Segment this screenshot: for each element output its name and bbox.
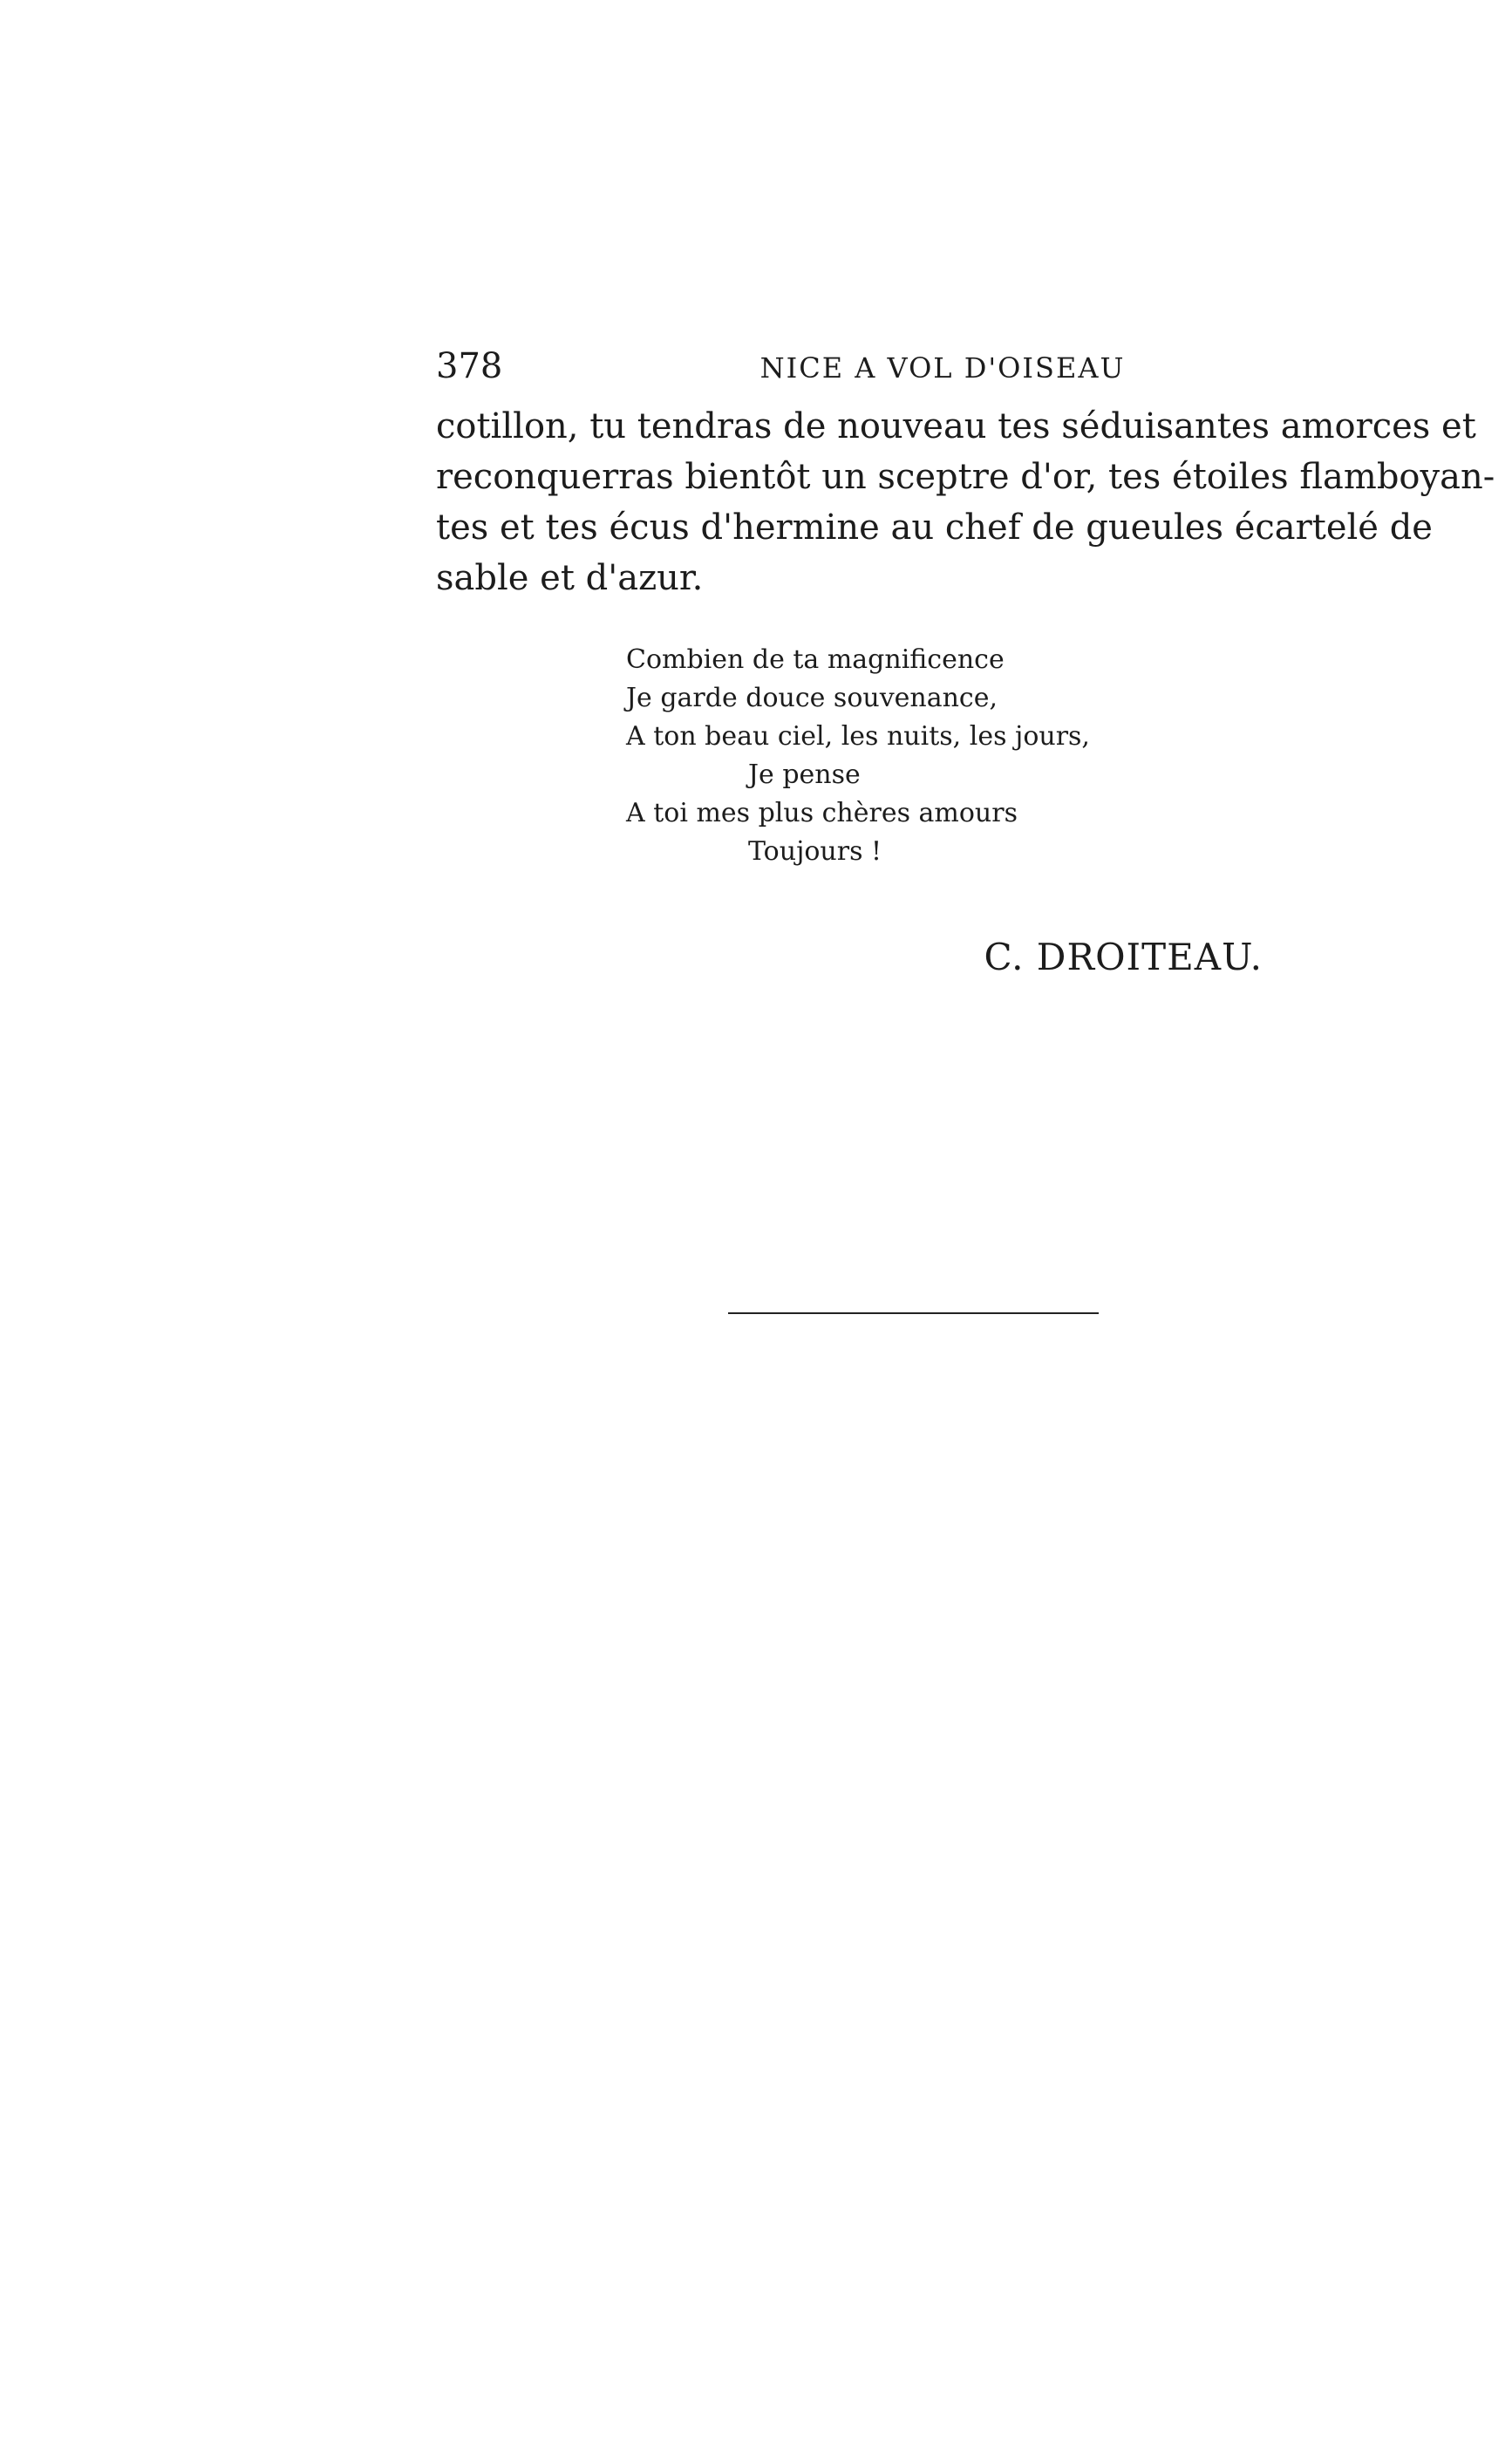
body-line: reconquerras bientôt un sceptre d'or, tes étoiles flamboyan- (436, 457, 1495, 497)
poem-verse: A ton beau ciel, les nuits, les jours, (626, 721, 1090, 752)
running-title: NICE A VOL D'OISEAU (759, 351, 1126, 385)
poem-verse: Je pense (748, 759, 861, 790)
poem-verse: Combien de ta magnificence (626, 644, 1005, 675)
body-line: sable et d'azur. (436, 558, 704, 598)
running-header (436, 344, 1362, 397)
body-line: cotillon, tu tendras de nouveau tes séduisantes amorces et (436, 406, 1476, 446)
author-signature: C. DROITEAU. (984, 936, 1263, 978)
page-number: 378 (436, 346, 503, 386)
poem-verse: Je garde douce souvenance, (626, 683, 998, 713)
body-paragraph (436, 401, 1495, 603)
poem-verse: Toujours ! (748, 836, 882, 867)
end-rule-divider (728, 1312, 1099, 1314)
poem-verse: A toi mes plus chères amours (626, 798, 1018, 828)
poem-stanza (626, 641, 1167, 871)
body-line: tes et tes écus d'hermine au chef de gueules écartelé de (436, 507, 1433, 548)
